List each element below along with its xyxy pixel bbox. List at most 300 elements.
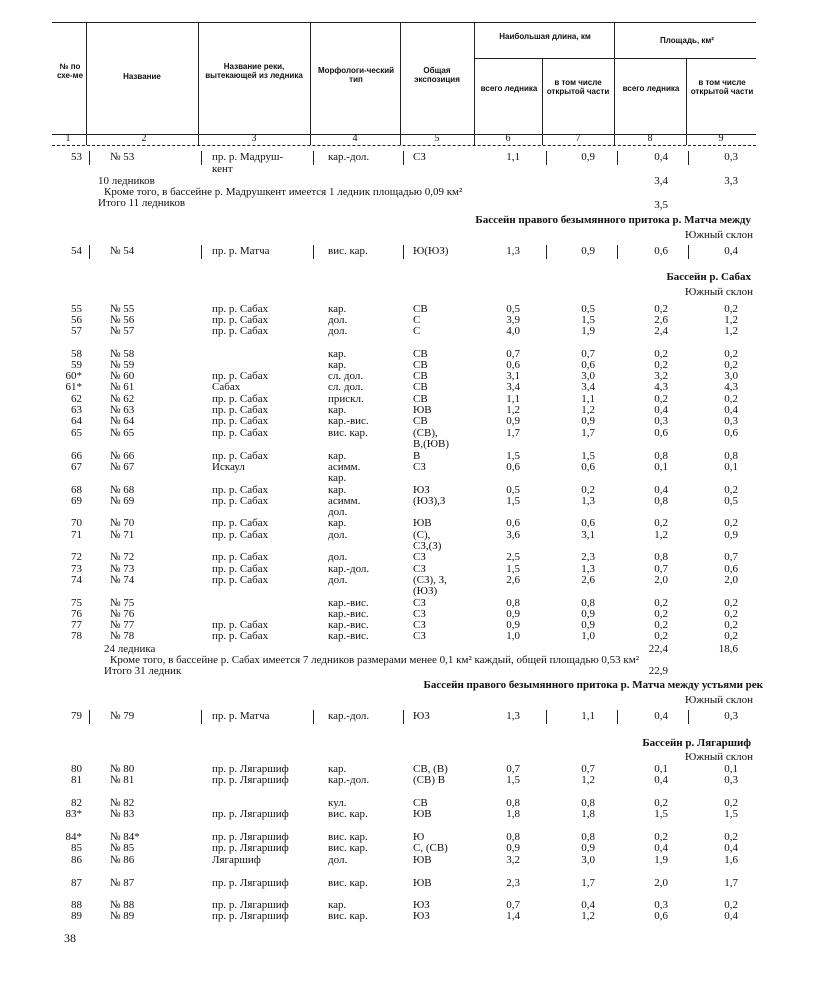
length-total: 3,1 (506, 370, 520, 382)
glacier-name: № 67 (110, 461, 135, 473)
row-number: 67 (71, 461, 82, 473)
colnum-1: 1 (65, 133, 71, 144)
exposition-cont: В,(ЮВ) (413, 438, 450, 450)
group-area: 22,4 (648, 643, 668, 655)
morph-type: кар. (328, 484, 347, 496)
morph-type: асимм. (328, 495, 361, 507)
area-open: 0,2 (724, 797, 738, 809)
morph-type: прискл. (328, 393, 364, 405)
exposition: СЗ (413, 551, 426, 563)
slope-label: Южный склон (684, 694, 753, 706)
row-number: 61* (65, 381, 82, 393)
table-row (0, 842, 813, 854)
glacier-name: № 58 (110, 348, 135, 360)
colnum-5: 5 (434, 133, 440, 144)
table-row (0, 808, 813, 820)
exposition: Ю(ЮЗ) (413, 245, 449, 257)
length-open: 0,6 (581, 359, 595, 371)
row-number: 68 (71, 484, 82, 496)
glacier-name: № 76 (110, 608, 135, 620)
column-rule (201, 245, 202, 259)
area-open: 0,2 (724, 630, 738, 642)
row-number: 89 (71, 910, 82, 922)
header-col67: Наибольшая длина, км (499, 32, 591, 41)
length-total: 3,6 (506, 529, 520, 541)
exposition: СВ (413, 381, 428, 393)
table-row (0, 877, 813, 889)
river-name: пр. р. Сабах (212, 303, 269, 315)
river-name: пр. р. Сабах (212, 393, 269, 405)
row-number: 65 (71, 427, 82, 439)
length-open: 3,1 (581, 529, 595, 541)
length-open: 3,4 (581, 381, 595, 393)
length-open: 0,7 (581, 348, 595, 360)
length-total: 0,5 (506, 484, 520, 496)
header-col4: Морфологи-ческий тип (317, 66, 395, 84)
header-col2: Название (123, 72, 161, 81)
glacier-name: № 69 (110, 495, 135, 507)
area-total: 0,2 (654, 348, 668, 360)
length-total: 0,8 (506, 597, 520, 609)
area-total: 2,0 (654, 877, 668, 889)
row-number: 56 (71, 314, 82, 326)
morph-type: кар. (328, 348, 347, 360)
area-total: 0,2 (654, 608, 668, 620)
length-open: 0,5 (581, 303, 595, 315)
table-row (0, 574, 813, 597)
area-open: 0,3 (724, 710, 738, 722)
length-open: 0,9 (581, 151, 595, 163)
row-number: 80 (71, 763, 82, 775)
area-open: 0,2 (724, 899, 738, 911)
length-open: 1,2 (581, 404, 595, 416)
area-total: 1,9 (654, 854, 668, 866)
glacier-name: № 89 (110, 910, 135, 922)
glacier-name: № 62 (110, 393, 135, 405)
exposition: СВ (413, 393, 428, 405)
row-number: 58 (71, 348, 82, 360)
basin-total: Итого 31 ледник (104, 665, 182, 677)
table-row (0, 415, 813, 427)
area-open: 0,6 (724, 563, 738, 575)
table-row (0, 381, 813, 393)
header-col89: Площадь, км² (660, 36, 714, 45)
basin-note: Кроме того, в бассейне р. Мадрушкент имеется 1 ледник площадью 0,09 км² (104, 186, 463, 198)
exposition: (ЮЗ),З (413, 495, 446, 507)
exposition: СВ (413, 415, 428, 427)
morph-type: кар.-дол. (328, 710, 370, 722)
area-open: 1,7 (724, 877, 738, 889)
length-total: 0,6 (506, 517, 520, 529)
river-name: пр. р. Сабах (212, 427, 269, 439)
length-open: 1,5 (581, 450, 595, 462)
river-name: пр. р. Лягаршиф (212, 774, 289, 786)
length-open: 0,8 (581, 597, 595, 609)
column-rule (688, 151, 689, 165)
row-number: 74 (71, 574, 82, 586)
river-name: пр. р. Матча (212, 245, 270, 257)
glacier-name: № 53 (110, 151, 135, 163)
area-total: 0,4 (654, 710, 668, 722)
river-name: пр. р. Лягаршиф (212, 842, 289, 854)
morph-type: дол. (328, 574, 348, 586)
morph-type-cont: дол. (328, 506, 348, 518)
section-title: Бассейн р. Сабах (666, 271, 751, 283)
glacier-name: № 74 (110, 574, 135, 586)
section-title: Бассейн правого безымянного притока р. Матча между (475, 214, 751, 226)
area-open: 0,2 (724, 359, 738, 371)
length-open: 1,0 (581, 630, 595, 642)
area-open: 0,5 (724, 495, 738, 507)
row-number: 66 (71, 450, 82, 462)
area-total: 0,4 (654, 484, 668, 496)
group-count: 10 ледников (98, 175, 155, 187)
length-total: 1,3 (506, 710, 520, 722)
glacier-name: № 84* (110, 831, 140, 843)
morph-type: кул. (328, 797, 347, 809)
morph-type: кар. (328, 303, 347, 315)
colnum-8: 8 (647, 133, 653, 144)
glacier-name: № 83 (110, 808, 135, 820)
slope-label: Южный склон (684, 286, 753, 298)
exposition: СЗ (413, 619, 426, 631)
river-name: пр. р. Лягаршиф (212, 910, 289, 922)
length-total: 0,7 (506, 899, 520, 911)
morph-type: вис. кар. (328, 245, 368, 257)
length-open: 1,1 (581, 710, 595, 722)
length-open: 3,0 (581, 370, 595, 382)
morph-type: дол. (328, 854, 348, 866)
group-area: 3,4 (654, 175, 668, 187)
morph-type: дол. (328, 551, 348, 563)
header-top-rule (52, 22, 756, 23)
exposition: СЗ (413, 630, 426, 642)
length-total: 0,5 (506, 303, 520, 315)
basin-total: Итого 11 ледников (98, 197, 186, 209)
row-number: 84* (65, 831, 82, 843)
area-total: 0,8 (654, 495, 668, 507)
area-total: 1,2 (654, 529, 668, 541)
length-total: 0,7 (506, 763, 520, 775)
column-rule (89, 710, 90, 724)
table-row (0, 630, 813, 642)
river-name: пр. р. Лягаршиф (212, 877, 289, 889)
exposition: СЗ (413, 608, 426, 620)
column-rule (546, 151, 547, 165)
glacier-name: № 55 (110, 303, 135, 315)
glacier-name: № 60 (110, 370, 135, 382)
exposition: (С), (413, 529, 431, 541)
glacier-name: № 59 (110, 359, 135, 371)
morph-type-cont: кар. (328, 472, 347, 484)
length-total: 1,2 (506, 404, 520, 416)
glacier-name: № 78 (110, 630, 135, 642)
morph-type: кар. (328, 763, 347, 775)
morph-type: вис. кар. (328, 831, 368, 843)
row-number: 81 (71, 774, 82, 786)
row-number: 75 (71, 597, 82, 609)
length-total: 3,9 (506, 314, 520, 326)
row-number: 59 (71, 359, 82, 371)
area-open: 0,2 (724, 597, 738, 609)
morph-type: сл. дол. (328, 381, 364, 393)
morph-type: вис. кар. (328, 877, 368, 889)
area-open: 0,3 (724, 415, 738, 427)
colnum-3: 3 (251, 133, 257, 144)
glacier-name: № 71 (110, 529, 135, 541)
basin-total-area: 22,9 (648, 665, 668, 677)
area-open: 0,2 (724, 348, 738, 360)
column-rule (89, 245, 90, 259)
length-open: 1,2 (581, 910, 595, 922)
colnum-9: 9 (718, 133, 724, 144)
glacier-name: № 54 (110, 245, 135, 257)
row-number: 55 (71, 303, 82, 315)
area-total: 0,6 (654, 245, 668, 257)
row-number: 88 (71, 899, 82, 911)
river-name: пр. р. Сабах (212, 484, 269, 496)
length-total: 2,6 (506, 574, 520, 586)
morph-type: кар.-вис. (328, 608, 369, 620)
morph-type: кар. (328, 899, 347, 911)
length-open: 0,6 (581, 461, 595, 473)
area-total: 0,3 (654, 415, 668, 427)
length-total: 1,5 (506, 563, 520, 575)
column-rule (201, 710, 202, 724)
length-open: 1,7 (581, 877, 595, 889)
river-name: пр. р. Сабах (212, 630, 269, 642)
header-col7: в том числе открытой части (546, 78, 610, 96)
area-total: 2,4 (654, 325, 668, 337)
table-row (0, 710, 813, 722)
length-open: 1,1 (581, 393, 595, 405)
glacier-name: № 86 (110, 854, 135, 866)
glacier-name: № 87 (110, 877, 135, 889)
length-open: 1,3 (581, 495, 595, 507)
length-open: 3,0 (581, 854, 595, 866)
table-row (0, 461, 813, 484)
row-number: 77 (71, 619, 82, 631)
length-open: 2,6 (581, 574, 595, 586)
length-open: 1,8 (581, 808, 595, 820)
row-number: 78 (71, 630, 82, 642)
length-total: 1,0 (506, 630, 520, 642)
area-open: 1,2 (724, 314, 738, 326)
exposition: СВ (413, 359, 428, 371)
river-name: Искаул (212, 461, 245, 473)
exposition: СЗ (413, 151, 426, 163)
area-open: 0,4 (724, 404, 738, 416)
area-open: 0,1 (724, 461, 738, 473)
length-total: 1,5 (506, 495, 520, 507)
table-row (0, 551, 813, 563)
river-name: пр. р. Сабах (212, 450, 269, 462)
table-row (0, 774, 813, 786)
area-total: 3,2 (654, 370, 668, 382)
morph-type: дол. (328, 325, 348, 337)
colnum-4: 4 (352, 133, 358, 144)
area-total: 0,2 (654, 303, 668, 315)
area-open: 0,2 (724, 303, 738, 315)
length-total: 0,6 (506, 461, 520, 473)
glacier-name: № 82 (110, 797, 135, 809)
area-total: 0,7 (654, 563, 668, 575)
area-total: 0,2 (654, 630, 668, 642)
area-open: 3,0 (724, 370, 738, 382)
length-open: 1,2 (581, 774, 595, 786)
length-open: 0,9 (581, 245, 595, 257)
length-total: 3,2 (506, 854, 520, 866)
area-total: 0,2 (654, 517, 668, 529)
length-open: 0,4 (581, 899, 595, 911)
row-number: 87 (71, 877, 82, 889)
area-total: 0,1 (654, 461, 668, 473)
exposition: СЗ (413, 597, 426, 609)
slope-label: Южный склон (684, 751, 753, 763)
column-rule (89, 151, 90, 165)
glacier-name: № 85 (110, 842, 135, 854)
basin-total-area: 3,5 (654, 199, 668, 211)
column-rule (617, 710, 618, 724)
row-number: 85 (71, 842, 82, 854)
area-open: 0,2 (724, 484, 738, 496)
length-total: 1,1 (506, 393, 520, 405)
row-number: 71 (71, 529, 82, 541)
river-name: пр. р. Лягаршиф (212, 899, 289, 911)
row-number: 73 (71, 563, 82, 575)
area-open: 0,6 (724, 427, 738, 439)
river-name: пр. р. Сабах (212, 574, 269, 586)
length-open: 1,5 (581, 314, 595, 326)
row-number: 63 (71, 404, 82, 416)
column-rule (201, 151, 202, 165)
colnum-6: 6 (505, 133, 511, 144)
length-total: 3,4 (506, 381, 520, 393)
length-open: 0,6 (581, 517, 595, 529)
exposition: (СВ) В (413, 774, 446, 786)
exposition: ЮЗ (413, 910, 430, 922)
length-total: 0,6 (506, 359, 520, 371)
row-number: 76 (71, 608, 82, 620)
exposition-cont: СЗ,(З) (413, 540, 442, 552)
header-col5: Общая экспозиция (414, 66, 460, 84)
morph-type: дол. (328, 314, 348, 326)
table-row (0, 910, 813, 922)
area-open: 1,6 (724, 854, 738, 866)
table-row (0, 495, 813, 518)
length-total: 1,5 (506, 774, 520, 786)
group-area-open: 3,3 (724, 175, 738, 187)
colnum-2: 2 (141, 133, 147, 144)
glacier-name: № 66 (110, 450, 135, 462)
exposition: ЮВ (413, 877, 432, 889)
column-rule (546, 710, 547, 724)
morph-type: дол. (328, 529, 348, 541)
exposition: ЮЗ (413, 710, 430, 722)
length-total: 1,4 (506, 910, 520, 922)
area-open: 2,0 (724, 574, 738, 586)
exposition-cont: (ЮЗ) (413, 585, 438, 597)
table-row (0, 151, 813, 163)
length-total: 1,5 (506, 450, 520, 462)
morph-type: кар.-вис. (328, 619, 369, 631)
morph-type: вис. кар. (328, 808, 368, 820)
morph-type: кар.-дол. (328, 774, 370, 786)
exposition: ЮВ (413, 808, 432, 820)
length-total: 1,7 (506, 427, 520, 439)
column-rule (546, 245, 547, 259)
length-open: 0,7 (581, 763, 595, 775)
river-name: пр. р. Сабах (212, 517, 269, 529)
area-total: 0,2 (654, 619, 668, 631)
row-number: 86 (71, 854, 82, 866)
length-total: 0,8 (506, 831, 520, 843)
section-title: Бассейн р. Лягаршиф (642, 737, 751, 749)
length-total: 1,8 (506, 808, 520, 820)
length-total: 4,0 (506, 325, 520, 337)
glacier-name: № 68 (110, 484, 135, 496)
table-row (0, 529, 813, 552)
exposition: ЮВ (413, 517, 432, 529)
river-name: пр. р. Матча (212, 710, 270, 722)
river-name: пр. р. Сабах (212, 370, 269, 382)
area-open: 1,2 (724, 325, 738, 337)
column-rule (313, 151, 314, 165)
length-open: 0,8 (581, 797, 595, 809)
area-open: 0,7 (724, 551, 738, 563)
area-total: 0,2 (654, 831, 668, 843)
area-open: 0,4 (724, 842, 738, 854)
row-number: 54 (71, 245, 82, 257)
river-name: пр. р. Лягаршиф (212, 831, 289, 843)
column-rule (403, 710, 404, 724)
area-total: 0,2 (654, 359, 668, 371)
subheader-rule (474, 58, 756, 59)
exposition: С (413, 325, 421, 337)
glacier-name: № 77 (110, 619, 135, 631)
row-number: 82 (71, 797, 82, 809)
area-open: 4,3 (724, 381, 738, 393)
length-total: 0,9 (506, 415, 520, 427)
length-open: 1,9 (581, 325, 595, 337)
header-col6: всего ледника (480, 84, 538, 93)
header-col8: всего ледника (622, 84, 680, 93)
length-open: 0,9 (581, 619, 595, 631)
area-total: 0,4 (654, 774, 668, 786)
area-open: 0,8 (724, 450, 738, 462)
table-row (0, 245, 813, 257)
area-open: 0,2 (724, 517, 738, 529)
river-name: пр. р. Сабах (212, 495, 269, 507)
exposition: (СВ), (413, 427, 438, 439)
glacier-name: № 57 (110, 325, 135, 337)
river-name: пр. р. Сабах (212, 529, 269, 541)
length-open: 0,9 (581, 842, 595, 854)
glacier-name: № 75 (110, 597, 135, 609)
exposition: В (413, 450, 421, 462)
exposition: СЗ (413, 563, 426, 575)
row-number: 83* (65, 808, 82, 820)
morph-type: кар.-вис. (328, 415, 369, 427)
area-total: 0,2 (654, 597, 668, 609)
column-rule (617, 151, 618, 165)
river-name: Лягаршиф (212, 854, 261, 866)
area-open: 0,4 (724, 245, 738, 257)
length-total: 2,5 (506, 551, 520, 563)
river-name: пр. р. Сабах (212, 314, 269, 326)
header-col3: Название реки, вытекающей из ледника (205, 62, 303, 80)
river-name-cont: кент (212, 163, 233, 175)
